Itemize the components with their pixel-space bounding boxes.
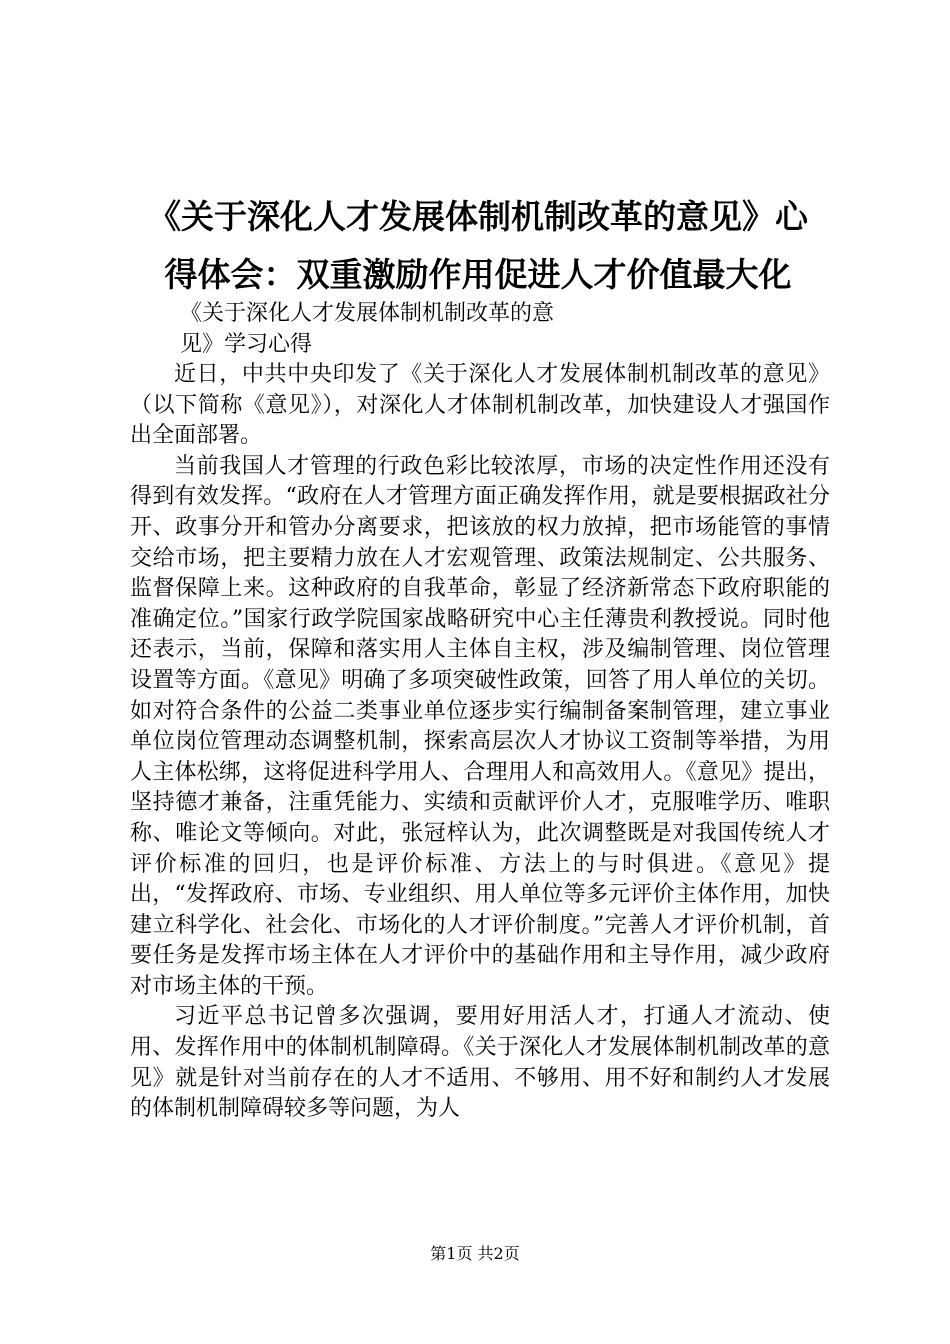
- document-subtitle: [180, 298, 660, 360]
- page-title: [128, 188, 828, 304]
- title-line-2: 得体会：双重激励作用促进人才价值最大化: [164, 255, 792, 294]
- subtitle-line-1: 《关于深化人才发展体制机制改革的意: [180, 301, 555, 326]
- title-line-1: 《关于深化人才发展体制机制改革的意见》心: [148, 197, 808, 236]
- page-footer: 第1页 共2页: [430, 1244, 520, 1263]
- paragraph: 近日，中共中央印发了《关于深化人才发展体制机制改革的意见》（以下简称《意见》），对深化人才体制机制改革，加快建设人才强国作出全面部署。: [130, 362, 830, 449]
- document-body: [130, 360, 830, 1125]
- subtitle-line-2: 见》学习心得: [180, 332, 313, 357]
- paragraph: 习近平总书记曾多次强调，要用好用活人才，打通人才流动、使用、发挥作用中的体制机制障碍。《关于深化人才发展体制机制改革的意见》就是针对当前存在的人才不适用、不够用、用不好和制约人才发展的体制机制障碍较多等问题，为人: [130, 1004, 830, 1122]
- paragraph: 当前我国人才管理的行政色彩比较浓厚，市场的决定性作用还没有得到有效发挥。“政府在人才管理方面正确发挥作用，就是要根据政社分开、政事分开和管办分离要求，把该放的权力放掉，把市场能管的事情交给市场，把主要精力放在人才宏观管理、政策法规制定、公共服务、监督保障上来。这种政府的自我革命，彰显了经济新常态下政府职能的准确定位。”国家行政学院国家战略研究中心主任薄贵利教授说。同时他还表示，当前，保障和落实用人主体自主权，涉及编制管理、岗位管理设置等方面。《意见》明确了多项突破性政策，回答了用人单位的关切。如对符合条件的公益二类事业单位逐步实行编制备案制管理，建立事业单位岗位管理动态调整机制，探索高层次人才协议工资制等举措，为用人主体松绑，这将促进科学用人、合理用人和高效用人。《意见》提出，坚持德才兼备，注重凭能力、实绩和贡献评价人才，克服唯学历、唯职称、唯论文等倾向。对此，张冠梓认为，此次调整既是对我国传统人才评价标准的回归，也是评价标准、方法上的与时俱进。《意见》提出，“发挥政府、市场、专业组织、用人单位等多元评价主体作用，加快建立科学化、社会化、市场化的人才评价制度。”完善人才评价机制，首要任务是发挥市场主体在人才评价中的基础作用和主导作用，减少政府对市场主体的干预。: [130, 453, 830, 999]
